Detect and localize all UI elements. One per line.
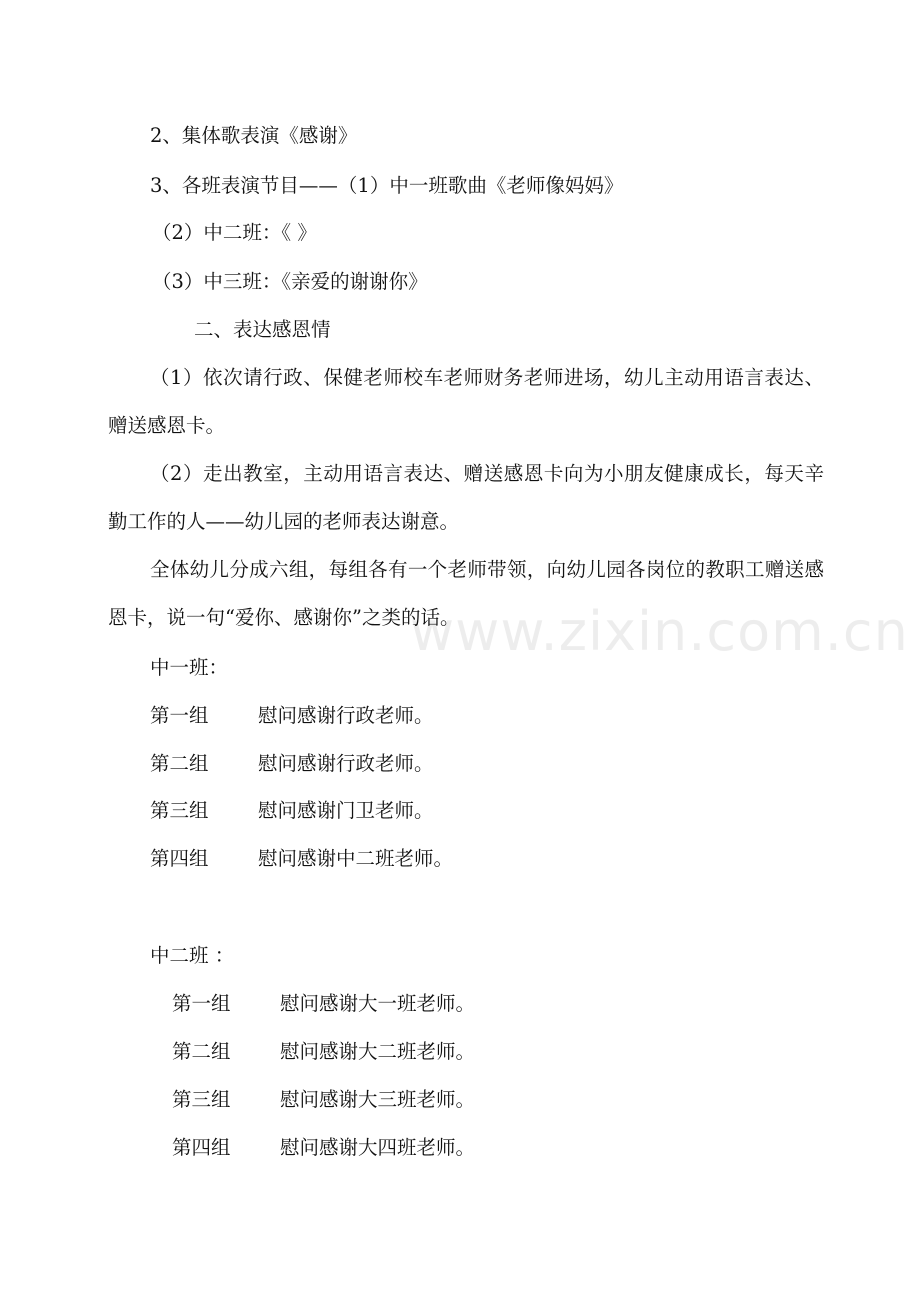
group-task: 慰问感谢大二班老师。 xyxy=(280,1040,476,1063)
class2-group-row xyxy=(172,992,476,1016)
class1-group-row xyxy=(150,752,434,776)
group-task: 慰问感谢门卫老师。 xyxy=(258,799,434,822)
paragraph-2: （2）走出教室，主动用语言表达、赠送感恩卡向为小朋友健康成长，每天辛勤工作的人——幼儿园的老师表达谢意。 xyxy=(108,462,824,533)
group-name: 第二组 xyxy=(150,752,209,775)
group-task: 慰问感谢大四班老师。 xyxy=(280,1136,476,1159)
program-item-2: 2、集体歌表演《感谢》 xyxy=(150,124,358,147)
group-task: 慰问感谢大一班老师。 xyxy=(280,992,476,1015)
class2-group-row xyxy=(172,1088,476,1112)
group-name: 第一组 xyxy=(150,704,209,727)
class2-group-row xyxy=(172,1040,476,1064)
program-sub-2: （2）中二班：《 》 xyxy=(152,221,317,244)
class1-group-row xyxy=(150,799,434,823)
group-name: 第一组 xyxy=(172,992,231,1015)
program-item-3: 3、各班表演节目——（1）中一班歌曲《老师像妈妈》 xyxy=(150,174,624,197)
group-task: 慰问感谢中二班老师。 xyxy=(258,847,454,870)
group-task: 慰问感谢行政老师。 xyxy=(258,752,434,775)
group-name: 第三组 xyxy=(172,1088,231,1111)
group-task: 慰问感谢大三班老师。 xyxy=(280,1088,476,1111)
class1-title: 中一班： xyxy=(150,656,229,679)
class1-group-row xyxy=(150,704,434,728)
paragraph-1: （1）依次请行政、保健老师校车老师财务老师进场，幼儿主动用语言表达、赠送感恩卡。 xyxy=(108,366,824,437)
class2-title: 中二班 ： xyxy=(150,944,235,967)
group-name: 第四组 xyxy=(150,847,209,870)
class1-group-row xyxy=(150,847,454,871)
paragraph-3: 全体幼儿分成六组，每组各有一个老师带领，向幼儿园各岗位的教职工赠送感恩卡，说一句“爱你、感谢你”之类的话。 xyxy=(108,558,824,629)
group-name: 第二组 xyxy=(172,1040,231,1063)
group-name: 第四组 xyxy=(172,1136,231,1159)
class2-group-row xyxy=(172,1136,476,1160)
section-heading: 二、表达感恩情 xyxy=(194,318,331,341)
group-name: 第三组 xyxy=(150,799,209,822)
program-sub-3: （3）中三班：《亲爱的谢谢你》 xyxy=(152,270,428,293)
group-task: 慰问感谢行政老师。 xyxy=(258,704,434,727)
watermark: www.zixin.com.cn xyxy=(410,600,909,663)
